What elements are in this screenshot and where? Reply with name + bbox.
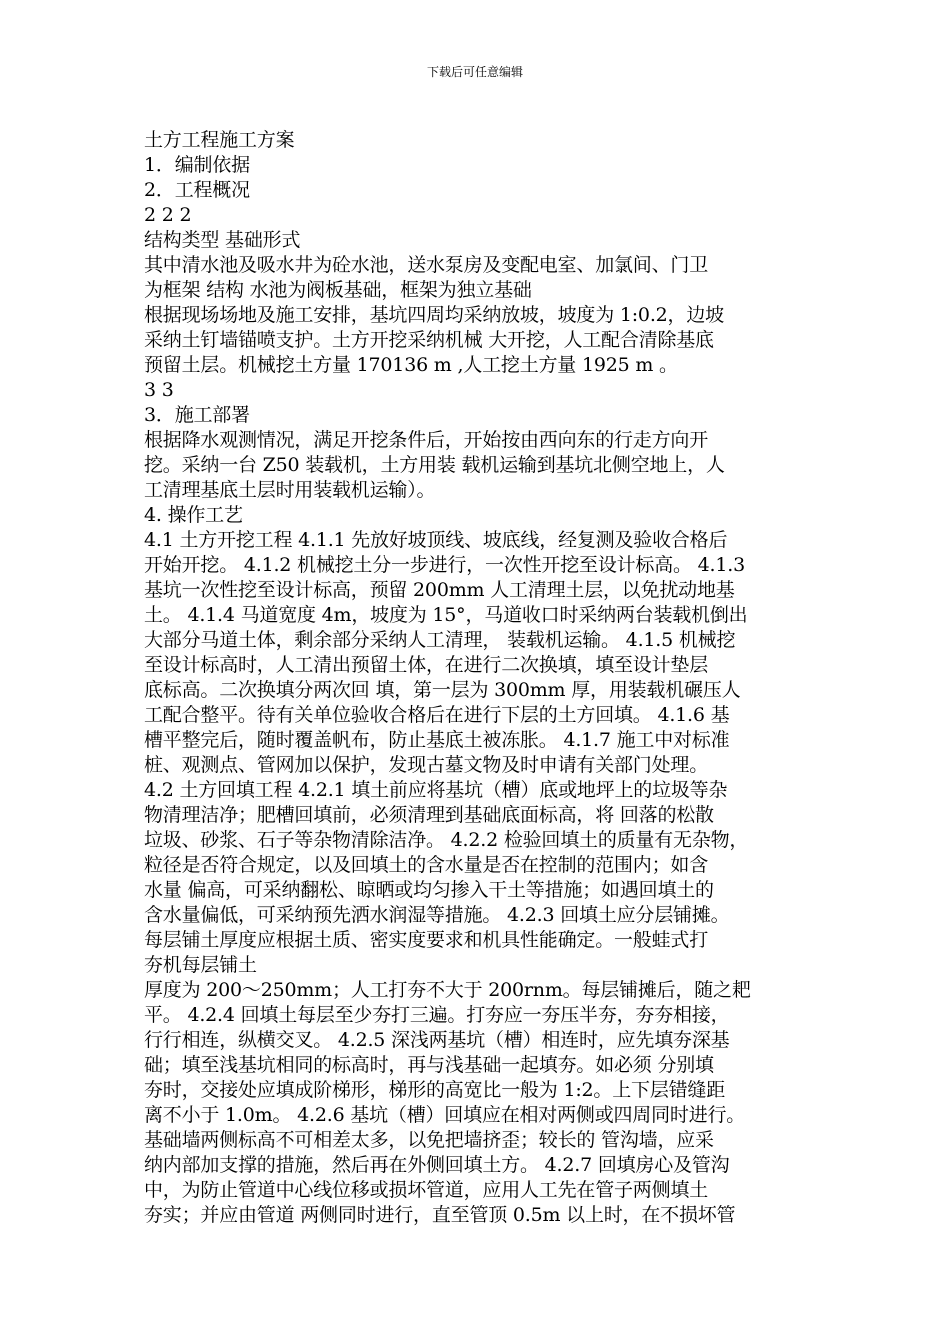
text-line: 工配合整平。待有关单位验收合格后在进行下层的土方回填。 4.1.6 基 <box>144 704 730 726</box>
document-body <box>144 128 816 1228</box>
text-line: 离不小于 1.0m。 4.2.6 基坑（槽）回填应在相对两侧或四周同时进行。 <box>144 1104 746 1126</box>
text-line: 2．工程概况 <box>144 179 250 201</box>
text-line: 根据降水观测情况，满足开挖条件后，开始按由西向东的行走方向开 <box>144 429 709 451</box>
text-line: 基坑一次性挖至设计标高，预留 200mm 人工清理土层，以免扰动地基 <box>144 579 735 601</box>
text-line: 基础墙两侧标高不可相差太多，以免把墙挤歪；较长的 管沟墙，应采 <box>144 1129 714 1151</box>
text-line: 挖。采纳一台 Z50 装载机，土方用装 载机运输到基坑北侧空地上，人 <box>144 454 725 476</box>
text-line: 其中清水池及吸水井为砼水池，送水泵房及变配电室、加氯间、门卫 <box>144 254 709 276</box>
text-line: 每层铺土厚度应根据土质、密实度要求和机具性能确定。一般蛙式打 <box>144 929 709 951</box>
text-line: 根据现场场地及施工安排，基坑四周均采纳放坡，坡度为 1:0.2，边坡 <box>144 304 724 326</box>
text-line: 桩、观测点、管网加以保护，发现古墓文物及时申请有关部门处理。 <box>144 754 709 776</box>
text-line: 土。 4.1.4 马道宽度 4m，坡度为 15°，马道收口时采纳两台装载机倒出 <box>144 604 748 626</box>
text-line: 物清理洁净；肥槽回填前，必须清理到基础底面标高，将 回落的松散 <box>144 804 714 826</box>
text-line: 础；填至浅基坑相同的标高时，再与浅基础一起填夯。如必须 分别填 <box>144 1054 714 1076</box>
text-line: 垃圾、砂浆、石子等杂物清除洁净。 4.2.2 检验回填土的质量有无杂物， <box>144 829 749 851</box>
text-line: 厚度为 200～250mm；人工打夯不大于 200rnm。每层铺摊后，随之耙 <box>144 979 751 1001</box>
text-line: 工清理基底土层时用装载机运输）。 <box>144 479 436 501</box>
text-line: 3 3 <box>144 379 174 401</box>
text-line: 3．施工部署 <box>144 404 250 426</box>
page-header: 下载后可任意编辑 <box>426 65 523 79</box>
text-line: 槽平整完后，随时覆盖帆布，防止基底土被冻胀。 4.1.7 施工中对标准 <box>144 729 730 751</box>
text-line: 为框架 结构 水池为阀板基础，框架为独立基础 <box>144 279 532 301</box>
text-line: 夯实；并应由管道 两侧同时进行，直至管顶 0.5m 以上时，在不损坏管 <box>144 1204 736 1226</box>
text-line: 纳内部加支撑的措施，然后再在外侧回填土方。 4.2.7 回填房心及管沟 <box>144 1154 730 1176</box>
text-line: 采纳土钉墙锚喷支护。土方开挖采纳机械 大开挖，人工配合清除基底 <box>144 329 714 351</box>
text-line: 中，为防止管道中心线位移或损坏管道，应用人工先在管子两侧填土 <box>144 1179 709 1201</box>
text-line: 含水量偏低，可采纳预先洒水润湿等措施。 4.2.3 回填土应分层铺摊。 <box>144 904 730 926</box>
text-line: 平。 4.2.4 回填土每层至少夯打三遍。打夯应一夯压半夯，夯夯相接， <box>144 1004 730 1026</box>
text-line: 夯机每层铺土 <box>144 954 257 976</box>
text-line: 底标高。二次换填分两次回 填，第一层为 300mm 厚，用装载机碾压人 <box>144 679 741 701</box>
text-line: 结构类型 基础形式 <box>144 229 301 251</box>
text-line: 2 2 2 <box>144 204 192 226</box>
text-line: 水量 偏高，可采纳翻松、晾晒或均匀掺入干土等措施；如遇回填土的 <box>144 879 714 901</box>
text-line: 4.2 土方回填工程 4.2.1 填土前应将基坑（槽）底或地坪上的垃圾等杂 <box>144 779 728 801</box>
text-line: 行行相连，纵横交叉。 4.2.5 深浅两基坑（槽）相连时，应先填夯深基 <box>144 1029 730 1051</box>
text-line: 预留土层。机械挖土方量 170136 m ,人工挖土方量 1925 m 。 <box>144 354 678 376</box>
text-line: 1．编制依据 <box>144 154 250 176</box>
text-line: 4.1 土方开挖工程 4.1.1 先放好坡顶线、坡底线，经复测及验收合格后 <box>144 529 728 551</box>
text-line: 粒径是否符合规定，以及回填土的含水量是否在控制的范围内；如含 <box>144 854 709 876</box>
text-line: 4. 操作工艺 <box>144 504 243 526</box>
text-line: 夯时，交接处应填成阶梯形，梯形的高宽比一般为 1:2。上下层错缝距 <box>144 1079 726 1101</box>
text-line: 至设计标高时，人工清出预留土体，在进行二次换填，填至设计垫层 <box>144 654 709 676</box>
document-title: 土方工程施工方案 <box>144 129 295 151</box>
text-line: 开始开挖。 4.1.2 机械挖土分一步进行，一次性开挖至设计标高。 4.1.3 <box>144 554 746 576</box>
text-line: 大部分马道土体，剩余部分采纳人工清理， 装载机运输。 4.1.5 机械挖 <box>144 629 736 651</box>
